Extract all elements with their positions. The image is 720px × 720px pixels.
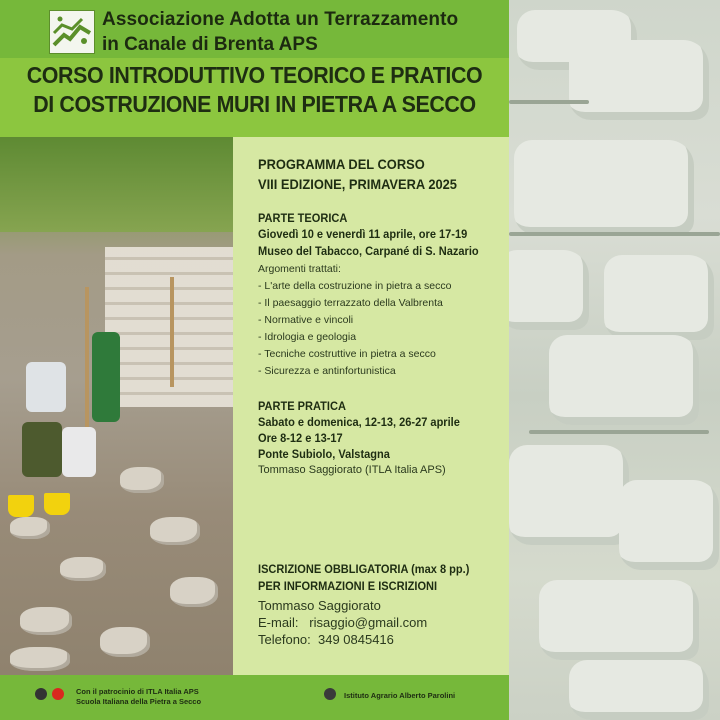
course-title-line2: DI COSTRUZIONE MURI IN PIETRA A SECCO xyxy=(33,91,476,117)
association-name-line2: in Canale di Brenta APS xyxy=(102,34,318,55)
rock xyxy=(170,577,218,607)
wooden-pole xyxy=(170,277,174,387)
topics-label: Argomenti trattati: xyxy=(258,263,341,275)
rock xyxy=(10,517,50,539)
worker-figure xyxy=(92,332,120,422)
rock xyxy=(100,627,150,657)
worker-figure xyxy=(62,427,96,477)
course-title-line1: CORSO INTRODUTTIVO TEORICO E PRATICO xyxy=(26,62,483,88)
topic-item: - Normative e vincoli xyxy=(258,314,354,326)
patronage-line1: Con il patrocinio di ITLA Italia APS xyxy=(76,687,199,696)
footer-bar xyxy=(0,675,509,720)
worker-figure xyxy=(22,422,62,477)
patronage-line2: Scuola Italiana della Pietra a Secco xyxy=(76,697,202,706)
program-edition: VIII EDIZIONE, PRIMAVERA 2025 xyxy=(258,176,457,192)
dry-stone-wall xyxy=(105,247,233,407)
rock xyxy=(10,647,70,671)
institute-logo-icon xyxy=(324,688,336,700)
stone-wall-photo xyxy=(509,0,720,720)
rock xyxy=(20,607,72,635)
association-name-line1: Associazione Adotta un Terrazzamento xyxy=(102,9,459,30)
header-banner xyxy=(0,0,509,137)
rock xyxy=(60,557,106,581)
institute-name: Istituto Agrario Alberto Parolini xyxy=(344,691,456,700)
contact-phone[interactable]: Telefono: 349 0845416 xyxy=(258,632,394,647)
topic-item: - Sicurezza e antinfortunistica xyxy=(258,365,396,377)
topic-item: - L'arte della costruzione in pietra a secco xyxy=(258,280,452,292)
yellow-bucket xyxy=(8,495,34,517)
worker-figure xyxy=(26,362,66,412)
contact-email[interactable]: E-mail: risaggio@gmail.com xyxy=(258,615,428,630)
practice-place: Ponte Subiolo, Valstagna xyxy=(258,447,390,461)
topic-item: - Tecniche costruttive in pietra a secco xyxy=(258,348,436,360)
theory-place: Museo del Tabacco, Carpané di S. Nazario xyxy=(258,244,479,258)
practice-dates: Sabato e domenica, 12-13, 26-27 aprile xyxy=(258,415,460,429)
workers-building-wall-photo xyxy=(0,137,233,675)
itla-logo-icon xyxy=(35,688,47,700)
terrace-logo-icon xyxy=(50,11,94,53)
rock xyxy=(150,517,200,545)
course-program-panel xyxy=(233,137,509,675)
contact-name: Tommaso Saggiorato xyxy=(258,598,381,613)
registration-mandatory: ISCRIZIONE OBBLIGATORIA (max 8 pp.) xyxy=(258,562,470,576)
school-logo-icon xyxy=(52,688,64,700)
rock xyxy=(120,467,164,493)
practice-teacher: Tommaso Saggiorato (ITLA Italia APS) xyxy=(258,464,446,476)
registration-info: PER INFORMAZIONI E ISCRIZIONI xyxy=(258,579,438,593)
program-heading: PROGRAMMA DEL CORSO xyxy=(258,156,425,172)
grass-area xyxy=(0,137,233,232)
theory-dates: Giovedì 10 e venerdì 11 aprile, ore 17-19 xyxy=(258,227,468,241)
topic-item: - Idrologia e geologia xyxy=(258,331,357,343)
association-logo xyxy=(49,10,95,54)
practice-title: PARTE PRATICA xyxy=(258,399,346,413)
yellow-bucket xyxy=(44,493,70,515)
theory-title: PARTE TEORICA xyxy=(258,211,348,225)
practice-hours: Ore 8-12 e 13-17 xyxy=(258,431,343,445)
topic-item: - Il paesaggio terrazzato della Valbrenta xyxy=(258,297,443,309)
